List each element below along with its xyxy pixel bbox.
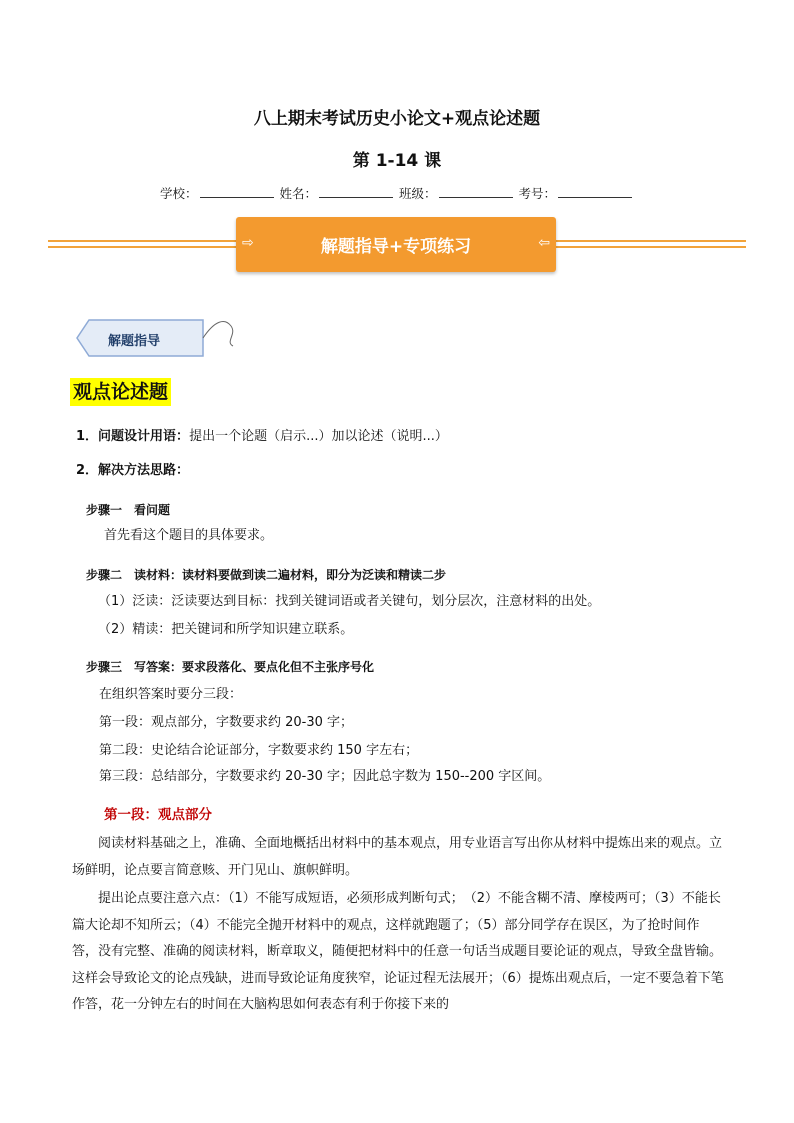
student-info-line <box>160 184 634 202</box>
step3-line1: 在组织答案时要分三段： <box>99 687 243 702</box>
right-rule-bottom <box>556 246 746 248</box>
name-label: 姓名： <box>279 186 318 201</box>
left-rule-top <box>48 240 238 242</box>
step3-title: 步骤三 写答案：要求段落化、要点化但不主张序号化 <box>86 660 375 674</box>
part1-paragraph-2: 提出论点要注意六点：（1）不能写成短语，必须形成判断句式； （2）不能含糊不清、摩棱两可；（3）不能长篇大论却不知所云；（4）不能完全抛开材料中的观点，这样就跑题了；（5）部分同学存在误区，为了抢时间作答，没有完整、准确的阅读材料，断章取义，随便把材料中的任意一句话当成题目要论证的观点，导致全盘皆输。这样会导致论文的论点残缺，进而导致论证角度狭窄，论证过程无法展开；（6）提炼出观点后，一定不要急着下笔作答，花一分钟左右的时间在大脑构思如何表态有利于你接下来的 <box>72 891 724 1012</box>
item-1 <box>76 428 448 446</box>
step2-title: 步骤二 读材料：读材料要做到读二遍材料，即分为泛读和精读二步 <box>86 568 447 582</box>
class-label: 班级： <box>399 186 437 201</box>
name-blank[interactable] <box>319 185 393 198</box>
step2-line2: （2）精读：把关键词和所学知识建立联系。 <box>98 622 354 637</box>
tag-label: 解题指导 <box>108 334 161 349</box>
school-label: 学校： <box>160 186 198 201</box>
right-rule-top <box>556 240 746 242</box>
step3-line2: 第一段：观点部分，字数要求约 20-30 字； <box>99 715 354 730</box>
exam-number-label: 考号： <box>518 186 557 201</box>
step1-text: 首先看这个题目的具体要求。 <box>104 528 274 543</box>
left-rule-bottom <box>48 246 238 248</box>
exam-number-blank[interactable] <box>558 185 632 198</box>
part1-heading: 第一段：观点部分 <box>104 807 212 823</box>
item-1-number: 1． <box>76 429 99 444</box>
step3-line4: 第三段：总结部分，字数要求约 20-30 字；因此总字数为 150--200 字区间。 <box>99 769 551 784</box>
item-2: 2．解决方法思路： <box>76 463 190 478</box>
section-banner <box>236 217 556 272</box>
banner-title: 解题指导+专项练习 <box>320 237 472 257</box>
document-subtitle: 第 1-14 课 <box>352 151 442 171</box>
step1-title: 步骤一 看问题 <box>86 503 171 517</box>
class-blank[interactable] <box>439 185 513 198</box>
document-title: 八上期末考试历史小论文+观点论述题 <box>253 109 541 129</box>
item-1-label: 问题设计用语： <box>98 429 190 444</box>
double-arrow-right-icon: ⇨ <box>242 235 254 251</box>
step3-line3: 第二段：史论结合论证部分，字数要求约 150 字左右； <box>99 743 419 758</box>
double-arrow-left-icon: ⇦ <box>538 235 550 251</box>
section-title: 观点论述题 <box>70 378 171 406</box>
step2-line1: （1）泛读：泛读要达到目标：找到关键词语或者关键句，划分层次，注意材料的出处。 <box>98 594 601 609</box>
part1-paragraph-1: 阅读材料基础之上，准确、全面地概括出材料中的基本观点，用专业语言写出你从材料中提炼出来的观点。立场鲜明，论点要言简意赅、开门见山、旗帜鲜明。 <box>72 836 723 878</box>
school-blank[interactable] <box>200 185 274 198</box>
item-1-text: 提出一个论题（启示...）加以论述（说明...） <box>189 429 448 444</box>
